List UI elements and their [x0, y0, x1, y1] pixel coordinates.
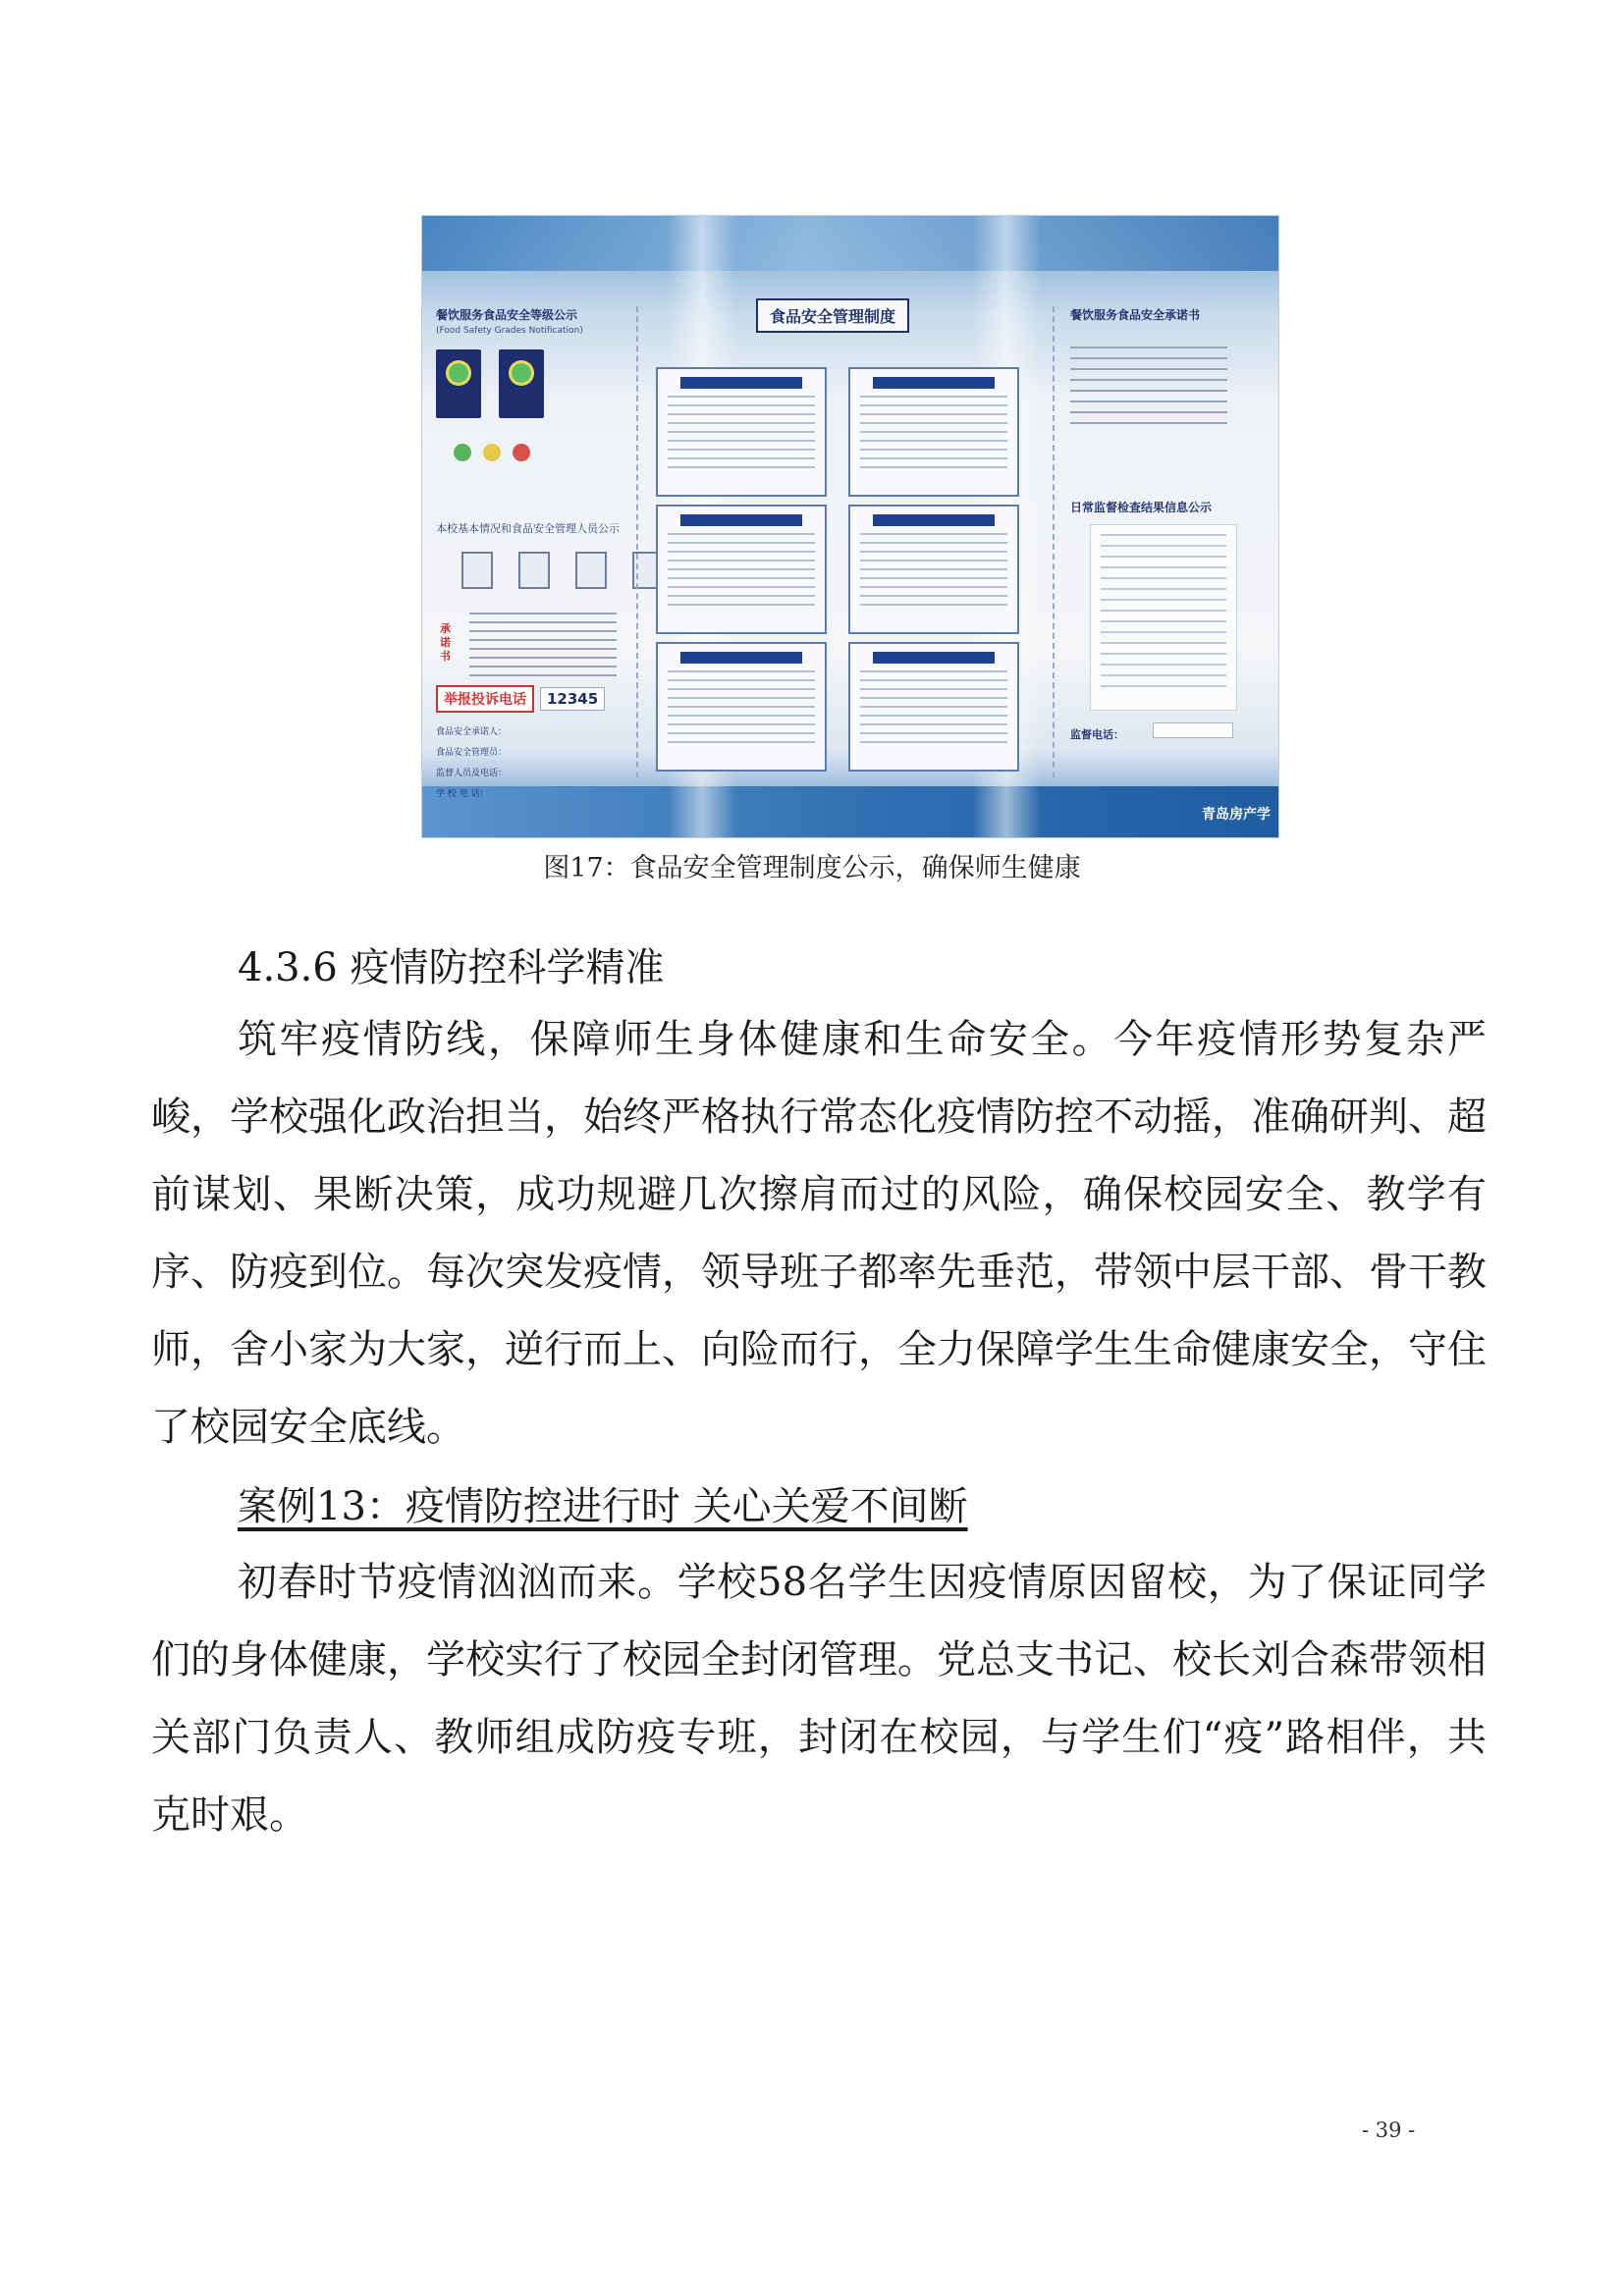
grade-cards: [436, 349, 632, 418]
responsible-persons: [436, 724, 623, 807]
regulation-sheet: [848, 505, 1019, 634]
good-face-icon: [454, 444, 471, 461]
safety-promise-title: 餐饮服务食品安全承诺书: [1070, 308, 1201, 322]
promise-text-lines: [1070, 347, 1267, 424]
poor-face-icon: [513, 444, 530, 461]
dashed-divider: [1053, 306, 1055, 777]
board-left-column: [436, 306, 632, 663]
grade-notice-title: 餐饮服务食品安全等级公示: [436, 308, 578, 322]
section-paragraph: [151, 1001, 1487, 1467]
food-safety-board-photo: [422, 216, 1278, 837]
report-hotline: [436, 685, 605, 713]
figure-caption: 图17：食品安全管理制度公示，确保师生健康: [543, 853, 1081, 883]
school-name: 青岛房产学: [1202, 807, 1271, 823]
report-hotline-label: 举报投诉电话: [436, 685, 534, 713]
info-line: 学 校 电 话：: [436, 789, 489, 799]
inspection-result-title: 日常监督检查结果信息公示: [1070, 501, 1213, 514]
promise-label: 承诺书: [440, 622, 451, 663]
dashed-divider: [636, 306, 638, 777]
regulation-sheet: [848, 642, 1019, 772]
report-hotline-number: 12345: [540, 687, 605, 711]
supervision-phone-label: 监督电话：: [1070, 728, 1124, 741]
grade-card: [499, 349, 544, 418]
staff-notice-title: 本校基本情况和食品安全管理人员公示: [436, 522, 620, 535]
grade-notice-subtitle: (Food Safety Grades Notification): [436, 326, 583, 336]
board-right-column: [1070, 306, 1267, 741]
regulation-sheet: [656, 642, 827, 772]
board-top-band: [422, 216, 1278, 271]
staff-photo: [575, 552, 607, 589]
section-heading: 4.3.6 疫情防控科学精准: [238, 945, 665, 990]
page-number: - 39 -: [1362, 2118, 1416, 2142]
promise-text-lines: [469, 613, 617, 683]
regulation-sheet: [848, 367, 1019, 497]
case-paragraph: [151, 1544, 1487, 1854]
grade-card: [436, 349, 481, 418]
regulation-sheet: [656, 505, 827, 634]
staff-photo: [461, 552, 493, 589]
info-line: 食品安全管理员：: [436, 748, 508, 758]
fair-face-icon: [483, 444, 501, 461]
info-line: 监督人员及电话：: [436, 769, 508, 778]
regulation-sheet: [656, 367, 827, 497]
case-title: 案例13：疫情防控进行时 关心关爱不间断: [238, 1484, 968, 1529]
supervision-phone-box: [1153, 722, 1233, 738]
section-paragraph-text: 筑牢疫情防线，保障师生身体健康和生命安全。今年疫情形势复杂严峻，学校强化政治担当，始终严格执行常态化疫情防控不动摇，准确研判、超前谋划、果断决策，成功规避几次擦肩而过的风险，确保校园安全、教学有序、防疫到位。每次突发疫情，领导班子都率先垂范，带领中层干部、骨干教师，舍小家为大家，逆行而上、向险而行，全力保障学生生命健康安全，守住了校园安全底线。: [151, 1017, 1487, 1450]
info-line: 食品安全承诺人：: [436, 727, 508, 737]
grade-faces: [454, 444, 632, 461]
case-paragraph-text: 初春时节疫情汹汹而来。学校58名学生因疫情原因留校，为了保证同学们的身体健康，学校实行了校园全封闭管理。党总支书记、校长刘合森带领相关部门负责人、教师组成防疫专班，封闭在校园，与学生们“疫”路相伴，共克时艰。: [151, 1560, 1487, 1838]
management-system-title: 食品安全管理制度: [756, 298, 909, 333]
inspection-result-sheet: [1090, 524, 1237, 711]
staff-photo-frames: [461, 552, 664, 589]
staff-photo: [518, 552, 550, 589]
